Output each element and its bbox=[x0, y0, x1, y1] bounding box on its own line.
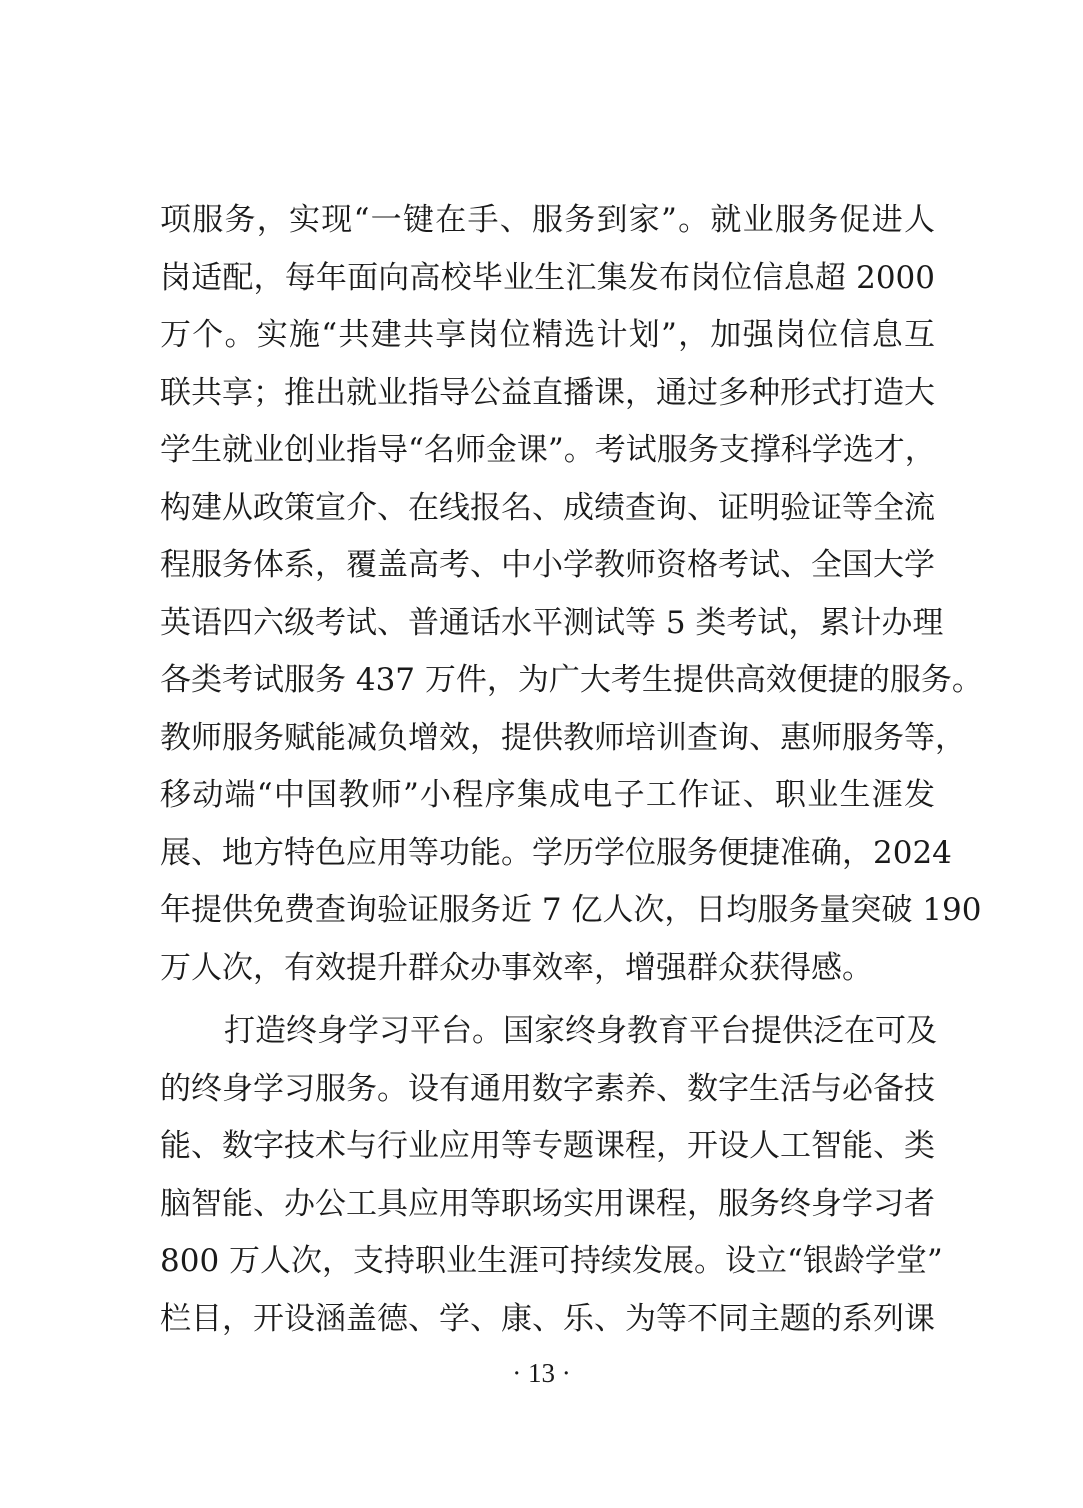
text-line: 栏目，开设涵盖德、学、康、乐、为等不同主题的系列课 bbox=[160, 1300, 935, 1337]
text-line: 各类考试服务 437 万件，为广大考生提供高效便捷的服务。 bbox=[160, 662, 983, 698]
text-line: 脑智能、办公工具应用等职场实用课程，服务终身学习者 bbox=[160, 1185, 935, 1222]
text-line: 年提供免费查询验证服务近 7 亿人次，日均服务量突破 190 bbox=[160, 892, 982, 928]
text-line: 学生就业创业指导“名师金课”。考试服务支撑科学选才， bbox=[160, 432, 936, 468]
text-line: 万人次，有效提升群众办事效率，增强群众获得感。 bbox=[160, 949, 873, 986]
page-number: · 13 · bbox=[512, 1358, 571, 1388]
text-line: 英语四六级考试、普通话水平测试等 5 类考试，累计办理 bbox=[160, 604, 944, 641]
text-line: 万个。实施“共建共享岗位精选计划”，加强岗位信息互 bbox=[160, 317, 935, 353]
text-line: 程服务体系，覆盖高考、中小学教师资格考试、全国大学 bbox=[160, 547, 935, 583]
text-line: 移动端“中国教师”小程序集成电子工作证、职业生涯发 bbox=[160, 777, 935, 813]
text-line: 项服务，实现“一键在手、服务到家”。就业服务促进人 bbox=[160, 202, 935, 238]
text-line: 联共享；推出就业指导公益直播课，通过多种形式打造大 bbox=[160, 374, 935, 411]
text-line: 能、数字技术与行业应用等专题课程，开设人工智能、类 bbox=[160, 1128, 935, 1164]
paragraph-lifelong-learning bbox=[160, 1003, 943, 1348]
text-line: 教师服务赋能减负增效，提供教师培训查询、惠师服务等， bbox=[160, 719, 966, 756]
text-line: 展、地方特色应用等功能。学历学位服务便捷准确，2024 bbox=[160, 834, 952, 871]
text-line: 的终身学习服务。设有通用数字素养、数字生活与必备技 bbox=[160, 1070, 935, 1107]
paragraph-services bbox=[160, 192, 983, 997]
text-line: 岗适配，每年面向高校毕业生汇集发布岗位信息超 2000 bbox=[160, 259, 935, 296]
text-line: 打造终身学习平台。国家终身教育平台提供泛在可及 bbox=[224, 1013, 937, 1049]
body-text bbox=[160, 192, 983, 1348]
text-line: 构建从政策宣介、在线报名、成绩查询、证明验证等全流 bbox=[160, 489, 935, 526]
text-line: 800 万人次，支持职业生涯可持续发展。设立“银龄学堂” bbox=[160, 1243, 943, 1279]
